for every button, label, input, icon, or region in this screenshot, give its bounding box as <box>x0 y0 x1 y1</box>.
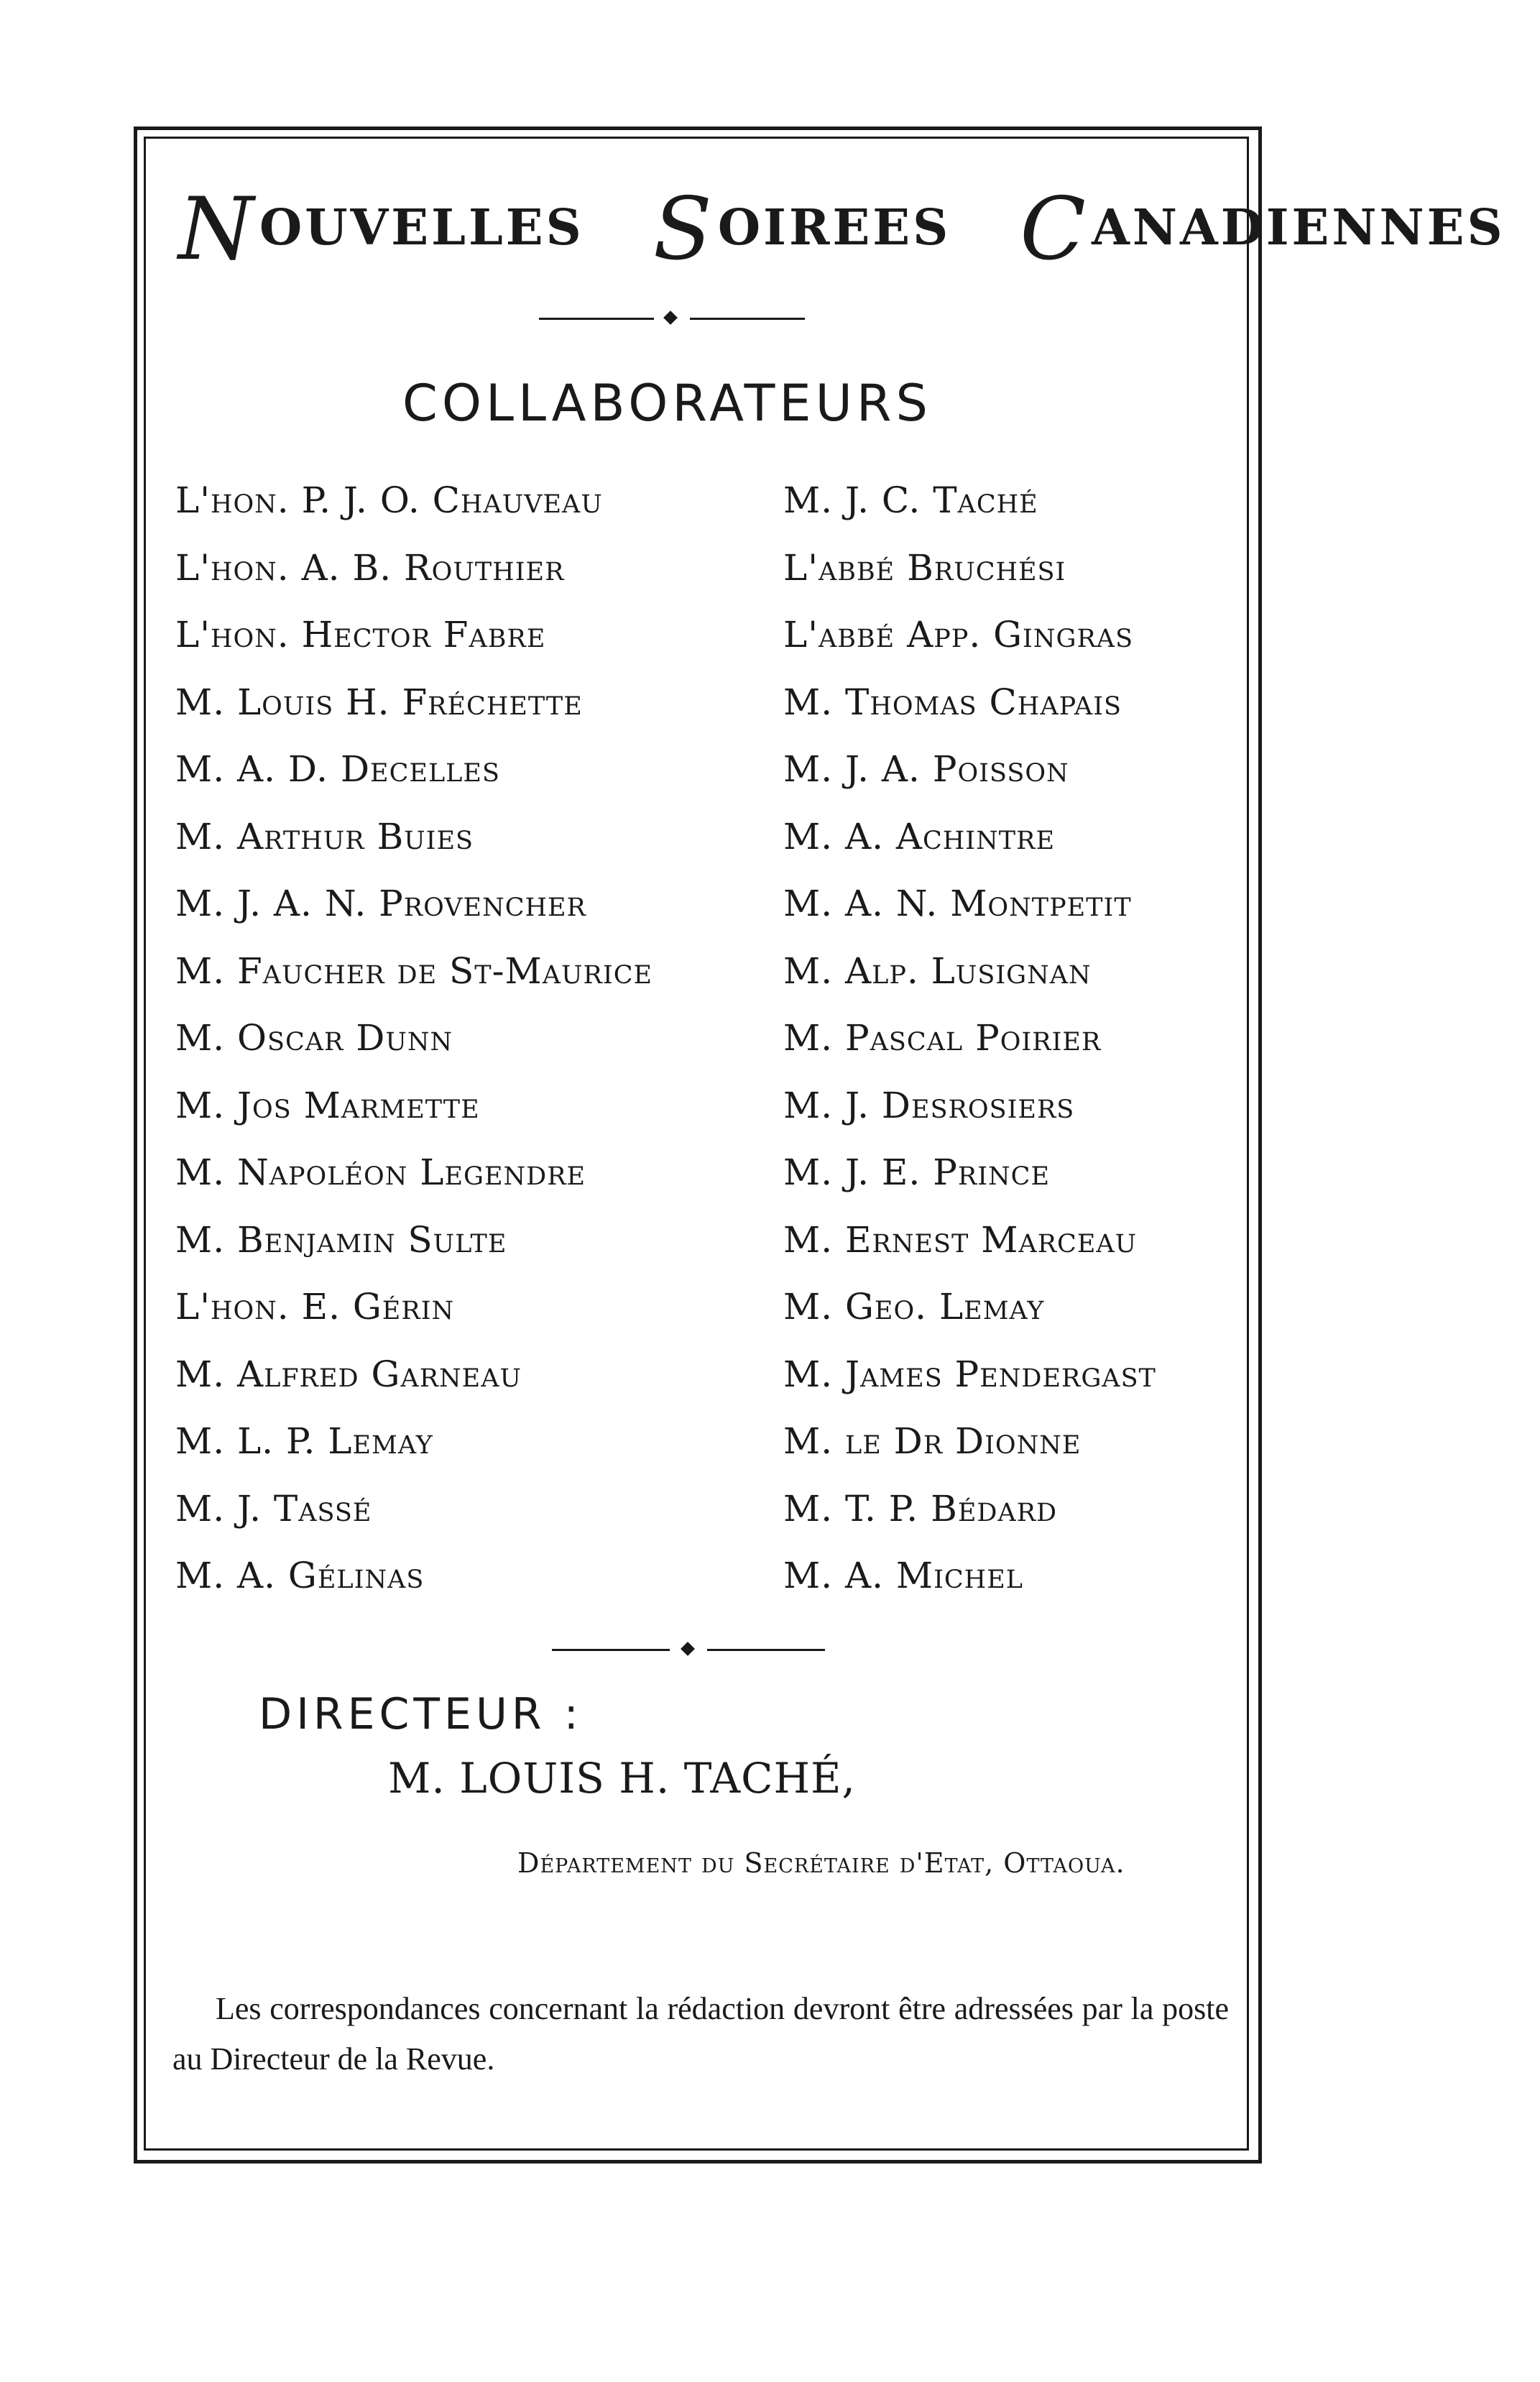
masthead-title <box>144 180 1506 280</box>
collaborator-name: M. Oscar Dunn <box>175 1017 453 1059</box>
collaborator-name: L'abbé Bruchési <box>783 546 1066 589</box>
collaborator-name: M. Napoléon Legendre <box>175 1151 586 1193</box>
collaborator-name: M. A. Gélinas <box>175 1555 425 1596</box>
collaborator-name: M. J. E. Prince <box>783 1151 1050 1193</box>
collaborator-name: M. J. A. Poisson <box>783 748 1069 790</box>
correspondence-note: Les correspondances concernant la rédaction devront être adressées par la poste au Directeur de la Revue. <box>172 1991 1229 2077</box>
collaborator-name: M. A. N. Montpetit <box>783 883 1132 924</box>
collaborator-name: L'hon. E. Gérin <box>175 1286 455 1328</box>
masthead-initial: N <box>178 180 257 280</box>
collaborator-name: M. Arthur Buies <box>175 815 474 857</box>
masthead-initial: C <box>1020 180 1089 280</box>
collaborator-name: M. A. Achintre <box>783 815 1055 857</box>
directeur-heading: DIRECTEUR : <box>259 1689 583 1739</box>
collaborator-name: M. Jos Marmette <box>175 1084 480 1126</box>
collaborator-name: M. J. A. N. Provencher <box>175 883 586 924</box>
masthead-word-2 <box>653 180 951 280</box>
collaborator-name: M. A. D. Decelles <box>175 748 500 790</box>
ornament-divider-bottom <box>552 1646 825 1653</box>
collaborator-name: M. Ernest Marceau <box>783 1218 1138 1261</box>
director-department: Département du Secrétaire d'Etat, Ottaoua. <box>517 1847 1125 1879</box>
director-name: M. LOUIS H. TACHÉ, <box>388 1754 856 1803</box>
collaborator-name: M. James Pendergast <box>783 1353 1156 1395</box>
collaborator-name: M. J. Desrosiers <box>783 1084 1075 1126</box>
masthead-word-1 <box>178 180 584 280</box>
collaborator-name: M. L. P. Lemay <box>175 1420 433 1462</box>
masthead-word-rest: OUVELLES <box>259 199 584 257</box>
collaborator-name: M. Alp. Lusignan <box>783 949 1092 992</box>
collaborator-name: M. Thomas Chapais <box>783 681 1122 723</box>
masthead-word-rest: ANADIENNES <box>1092 199 1506 257</box>
collaborator-name: M. J. Tassé <box>175 1487 372 1530</box>
collaborator-name: L'hon. P. J. O. Chauveau <box>175 479 603 521</box>
collaborator-name: M. A. Michel <box>783 1555 1023 1596</box>
collaborators-left-column <box>175 467 653 1610</box>
ornament-divider-top <box>539 315 805 322</box>
masthead-initial: S <box>653 180 715 280</box>
collaborator-name: M. Louis H. Fréchette <box>175 681 583 723</box>
collaborators-right-column <box>783 467 1156 1610</box>
collaborateurs-heading: COLLABORATEURS <box>402 374 932 433</box>
collaborator-name: M. J. C. Taché <box>783 479 1038 521</box>
collaborator-name: M. T. P. Bédard <box>783 1487 1058 1530</box>
collaborator-name: L'hon. Hector Fabre <box>175 614 546 656</box>
masthead-word-3 <box>1020 180 1505 280</box>
collaborator-name: L'abbé App. Gingras <box>783 614 1134 656</box>
collaborator-name: M. le Dr Dionne <box>783 1420 1082 1462</box>
masthead-word-rest: OIREES <box>717 199 951 257</box>
collaborator-name: M. Faucher de St-Maurice <box>175 949 653 992</box>
collaborator-name: M. Geo. Lemay <box>783 1286 1045 1328</box>
collaborator-name: M. Pascal Poirier <box>783 1017 1102 1059</box>
collaborator-name: M. Alfred Garneau <box>175 1353 522 1395</box>
collaborator-name: L'hon. A. B. Routhier <box>175 546 565 589</box>
collaborator-name: M. Benjamin Sulte <box>175 1218 507 1261</box>
